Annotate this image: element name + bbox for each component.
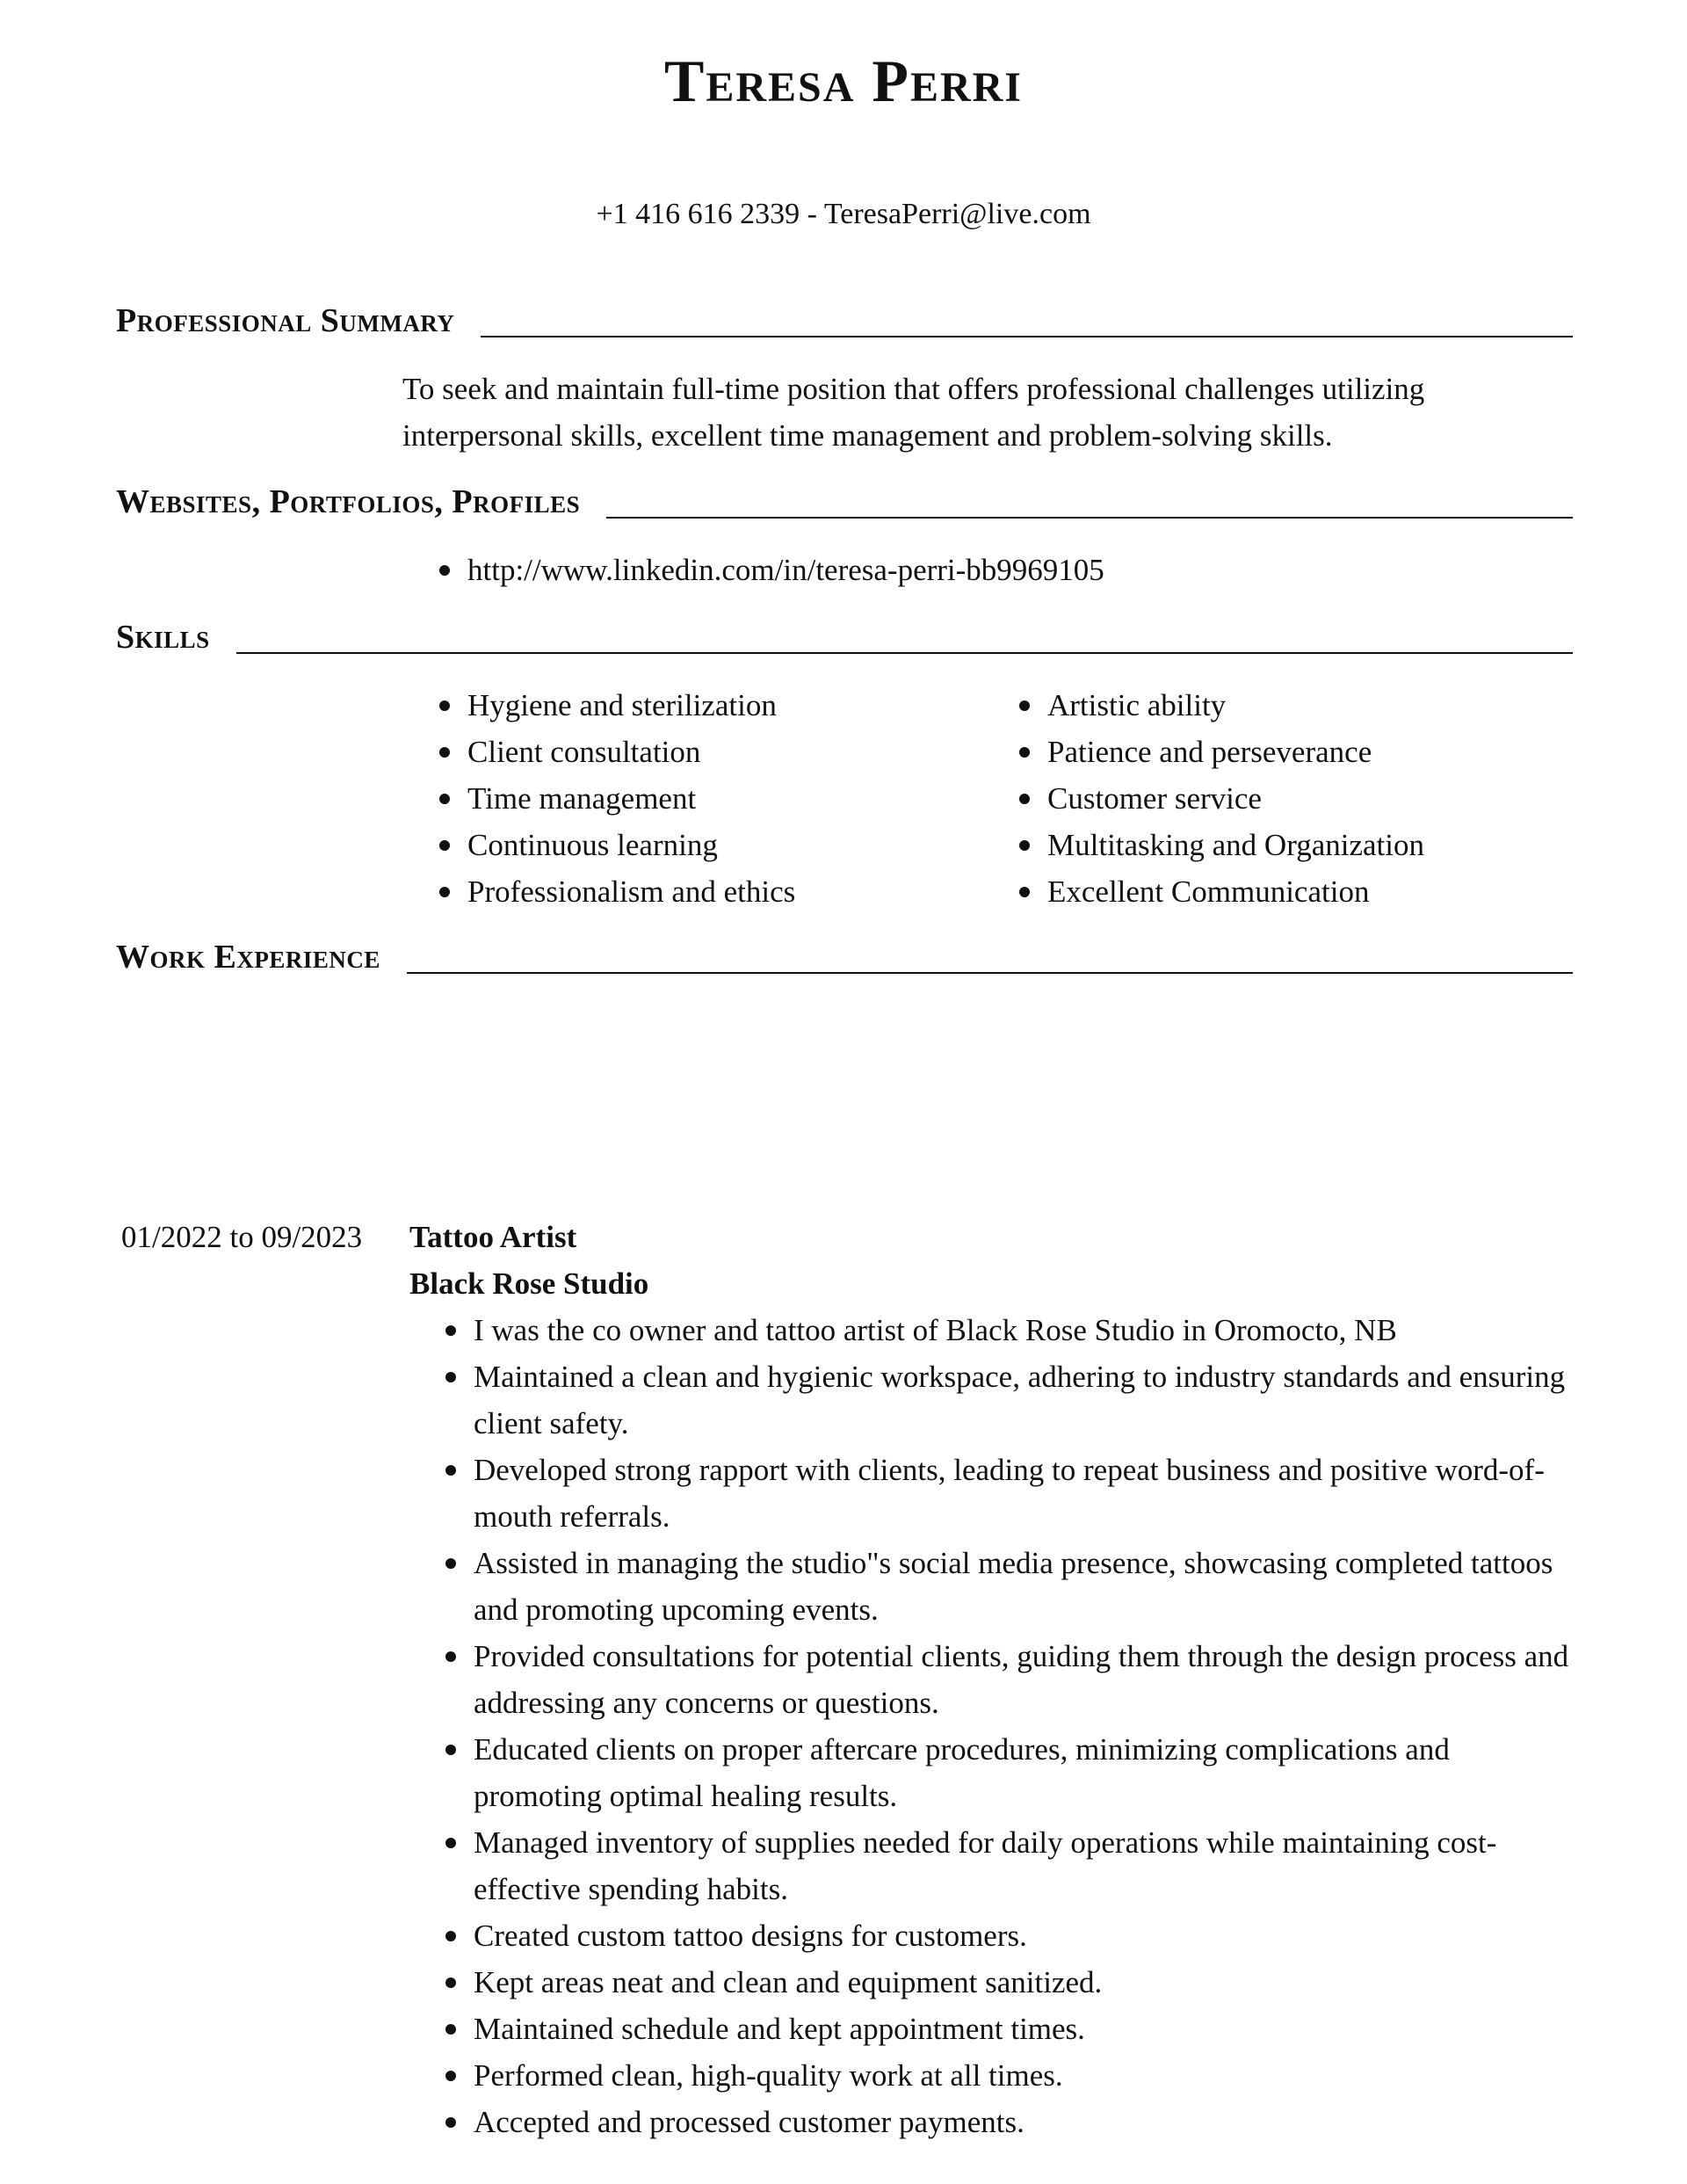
skill-item: Client consultation xyxy=(432,729,995,775)
skill-item: Hygiene and sterilization xyxy=(432,682,995,729)
section-divider xyxy=(481,336,1573,337)
skill-item: Time management xyxy=(432,775,995,822)
skills-section-header xyxy=(116,617,1573,657)
job-company: Black Rose Studio xyxy=(409,1266,649,1301)
skills-list-right xyxy=(1012,682,1575,915)
skill-item: Patience and perseverance xyxy=(1012,729,1575,775)
section-divider xyxy=(606,517,1573,519)
job-bullet: I was the co owner and tattoo artist of Black Rose Studio in Oromocto, NB xyxy=(438,1307,1572,1353)
skills-section-title: Skills xyxy=(116,619,210,656)
job-bullet: Managed inventory of supplies needed for daily operations while maintaining cost-effective spending habits. xyxy=(438,1819,1572,1912)
work-section-header xyxy=(116,937,1573,977)
work-section-title: Work Experience xyxy=(116,939,380,976)
job-bullet: Maintained schedule and kept appointment times. xyxy=(438,2006,1572,2052)
section-divider xyxy=(236,652,1573,654)
skill-item: Multitasking and Organization xyxy=(1012,822,1575,868)
job-bullet: Provided consultations for potential clients, guiding them through the design process and addressing any concerns or questions. xyxy=(438,1633,1572,1726)
websites-section-header xyxy=(116,482,1573,522)
summary-text: To seek and maintain full-time position that offers professional challenges utilizing interpersonal skills, excellent time management and problem-solving skills. xyxy=(402,372,1425,453)
job-bullet: Kept areas neat and clean and equipment sanitized. xyxy=(438,1959,1572,2006)
skill-item: Artistic ability xyxy=(1012,682,1575,729)
job-bullet: Educated clients on proper aftercare procedures, minimizing complications and promoting optimal healing results. xyxy=(438,1726,1572,1819)
candidate-name: Teresa Perri xyxy=(664,47,1023,114)
skills-list-left xyxy=(432,682,995,915)
job-bullet: Created custom tattoo designs for customers. xyxy=(438,1912,1572,1959)
website-link[interactable]: http://www.linkedin.com/in/teresa-perri-bb9969105 xyxy=(432,547,1487,593)
job-bullet: Maintained a clean and hygienic workspace, adhering to industry standards and ensuring client safety. xyxy=(438,1353,1572,1447)
section-divider xyxy=(407,972,1573,974)
job-title: Tattoo Artist xyxy=(409,1220,577,1254)
websites-list xyxy=(432,547,1487,593)
skill-item: Continuous learning xyxy=(432,822,995,868)
skill-item: Professionalism and ethics xyxy=(432,868,995,915)
job-bullet: Assisted in managing the studio"s social media presence, showcasing completed tattoos and promoting upcoming events. xyxy=(438,1540,1572,1633)
summary-section-title: Professional Summary xyxy=(116,302,455,339)
websites-section-title: Websites, Portfolios, Profiles xyxy=(116,483,581,520)
skill-item: Customer service xyxy=(1012,775,1575,822)
job-bullet: Accepted and processed customer payments. xyxy=(438,2099,1572,2145)
contact-line: +1 416 616 2339 - TeresaPerri@live.com xyxy=(596,198,1091,230)
job-bullet-list xyxy=(438,1307,1572,2145)
job-dates: 01/2022 to 09/2023 xyxy=(121,1220,363,1254)
job-bullet: Performed clean, high-quality work at all times. xyxy=(438,2052,1572,2099)
summary-section-header xyxy=(116,301,1573,341)
job-bullet: Developed strong rapport with clients, leading to repeat business and positive word-of-mouth referrals. xyxy=(438,1447,1572,1540)
skill-item: Excellent Communication xyxy=(1012,868,1575,915)
